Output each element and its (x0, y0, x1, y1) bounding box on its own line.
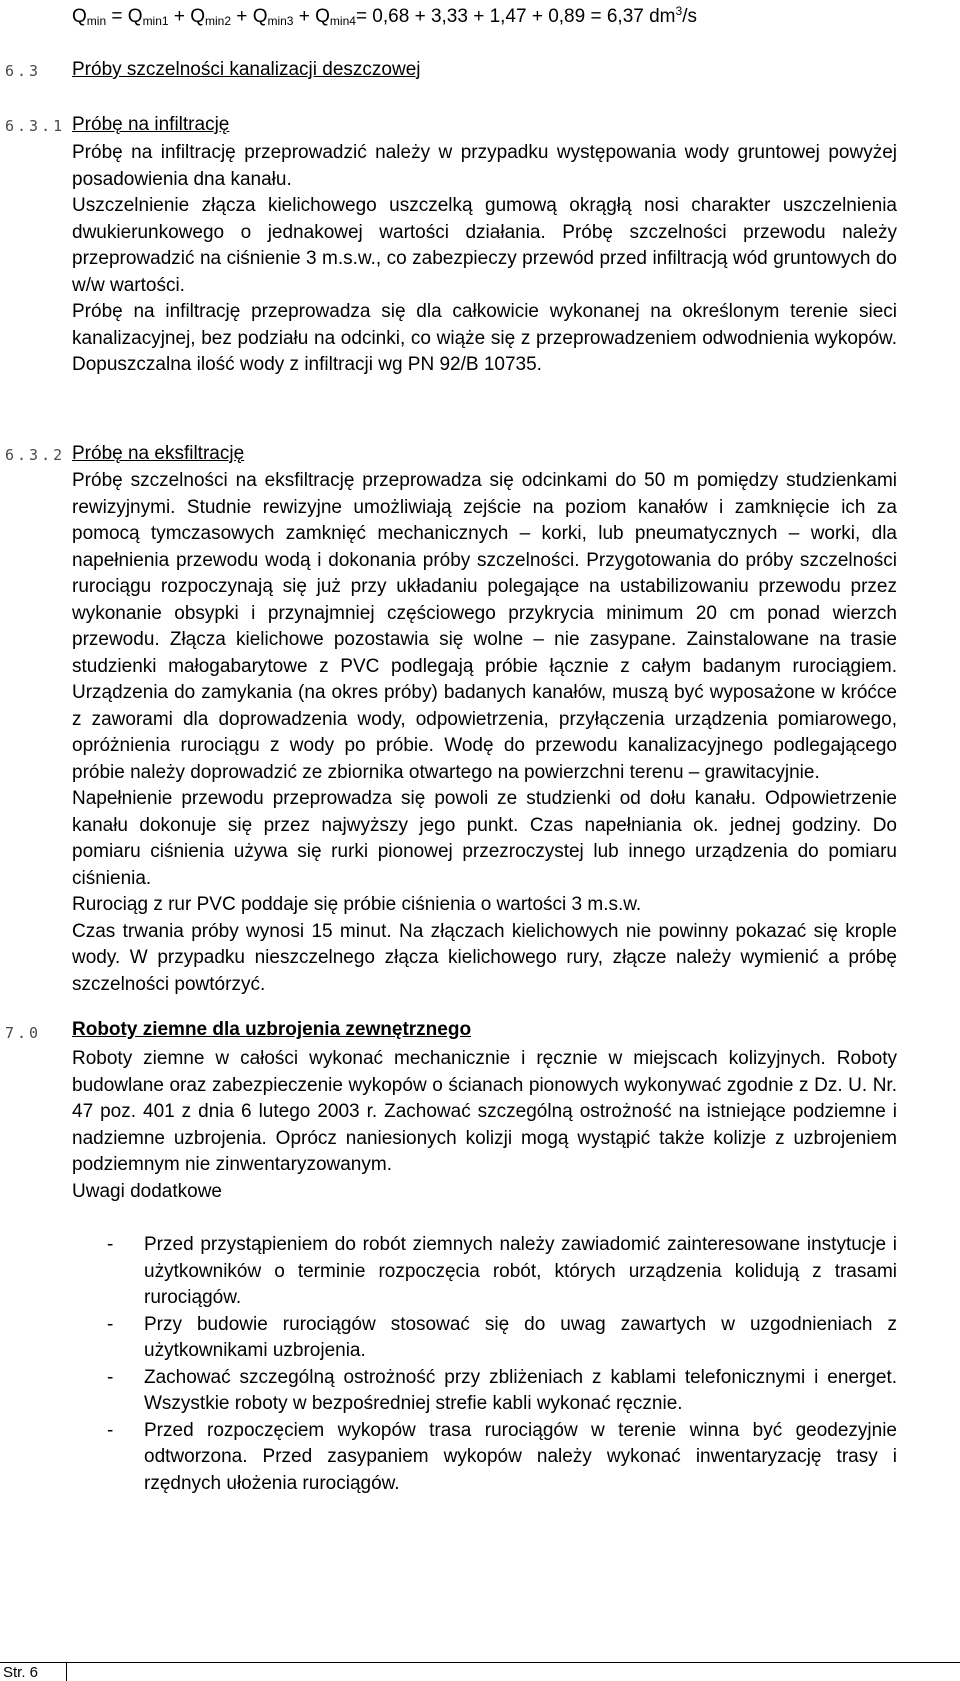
notes-heading: Uwagi dodatkowe (72, 1180, 222, 1202)
paragraph: Próbę szczelności na eksfiltrację przeprowadza się odcinkami do 50 m pomiędzy studzienkami rewizyjnymi. Studnie rewizyjne umożliwiają zejście na poziom kanałów i zamknięcie ich za pomocą tymczasowych zamknięć mechanicznych – korki, lub pneumatycznych – worki, dla napełnienia przewodu wodą i dokonania próby szczelności. Przygotowania do próby szczelności rurociągu rozpoczynają się już przy układaniu polegające na ustabilizowaniu przewodu przez wykonanie obsypki i przynajmniej częściowego przykrycia minimum 20 cm ponad wierzch przewodu. Złącza kielichowe pozostawia się wolne – nie zasypane. Zainstalowane na trasie studzienki małogabarytowe z PVC podlegają próbie łącznie z całym badanym rurociągiem. Urządzenia do zamykania (na okres próby) badanych kanałów, muszą być wyposażone w króćce z zaworami dla doprowadzenia wody, odpowietrzenia, przyłączenia urządzenia pomiarowego, opróżnienia rurociągu z wody po próbie. Wodę do przewodu kanalizacyjnego podlegającego próbie należy doprowadzić ze zbiornika otwartego na powierzchni terenu – grawitacyjnie. (72, 470, 897, 783)
notes-list (72, 1232, 897, 1497)
list-item: - Przed przystąpieniem do robót ziemnych należy zawiadomić zainteresowane instytucje i użytkowników o terminie rozpoczęcia robót, których urządzenia kolidują z trasami rurociągów. (107, 1234, 897, 1308)
list-item: - Przed rozpoczęciem wykopów trasa rurociągów w terenie winna być geodezyjnie odtworzona. Przed zasypaniem wykopów należy wykonać inwentaryzację trasy i rzędnych ułożenia rurociągów. (107, 1419, 897, 1494)
section-title-7-0: Roboty ziemne dla uzbrojenia zewnętrznego (72, 1019, 472, 1040)
section-7-0-body (72, 1046, 897, 1205)
paragraph: Próbę na infiltrację przeprowadzić należy w przypadku występowania wody gruntowej powyżej posadowienia dna kanału. (72, 142, 897, 190)
flow-formula: $Q_{min} = Q_{min1} + Q_{min2} + Q_{min3} + Q_{min4}= 0,68 + 3,33 + 1,47 + 0,89 = 6,37$ $dm^3/s$ (72, 4, 697, 28)
section-number-6-3-1: 6.3.1 (5, 117, 66, 135)
paragraph: Rurociąg z rur PVC poddaje się próbie ciśnienia o wartości 3 m.s.w. (72, 894, 642, 915)
dash-bullet: - (107, 1419, 114, 1441)
dash-bullet: - (107, 1313, 114, 1335)
paragraph: Czas trwania próby wynosi 15 minut. Na złączach kielichowych nie powinny pokazać się krople wody. W przypadku nieszczelnego złącza kielichowego rury, złącze należy wymienić a próbę szczelności powtórzyć. (72, 920, 897, 995)
page-number: Str. 6 (3, 1664, 39, 1681)
section-number-6-3: 6.3 (5, 62, 42, 80)
footer-divider (0, 1662, 960, 1663)
dash-bullet: - (107, 1234, 114, 1255)
section-6-3-1-body (72, 140, 897, 379)
section-6-3-2-body (72, 468, 897, 998)
list-item: - Przy budowie rurociągów stosować się do uwag zawartych w uzgodnieniach z użytkownikami uzbrojenia. (107, 1313, 897, 1361)
paragraph: Uszczelnienie złącza kielichowego uszczelką gumową okrągłą nosi charakter uszczelnienia dwukierunkowego o jednakowej wartości działania. Próbę szczelności przewodu należy przeprowadzić na ciśnienie 3 m.s.w., co zabezpieczy przewód przed infiltracją wód gruntowych do w/w wartości. (72, 195, 897, 296)
section-title-6-3-1: Próbę na infiltrację (72, 114, 230, 135)
section-title-6-3: Próby szczelności kanalizacji deszczowej (72, 59, 421, 80)
section-number-7-0: 7.0 (5, 1024, 42, 1042)
paragraph: Napełnienie przewodu przeprowadza się powoli ze studzienki od dołu kanału. Odpowietrzenie kanału dokonuje się przez najwyższy jego punkt. Czas napełniania ok. jednej godziny. Do pomiaru ciśnienia używa się rurki pionowej przezroczystej lub innego urządzenia do pomiaru ciśnienia. (72, 788, 897, 889)
paragraph: Roboty ziemne w całości wykonać mechanicznie i ręcznie w miejscach kolizyjnych. Roboty budowlane oraz zabezpieczenie wykopów o ścianach pionowych wykonywać zgodnie z Dz. U. Nr. 47 poz. 401 z dnia 6 lutego 2003 r. Zachować szczególną ostrożność na istniejące podziemne i nadziemne uzbrojenia. Oprócz naniesionych kolizji mogą wystąpić także kolizje z uzbrojeniem podziemnym nie zinwentaryzowanym. (72, 1048, 897, 1175)
section-title-6-3-2: Próbę na eksfiltrację (72, 443, 245, 464)
footer-separator (66, 1662, 67, 1681)
list-item: - Zachować szczególną ostrożność przy zbliżeniach z kablami telefonicznymi i energet. Wszystkie roboty w bezpośredniej strefie kabli wykonać ręcznie. (107, 1366, 897, 1414)
dash-bullet: - (107, 1366, 114, 1388)
section-number-6-3-2: 6.3.2 (5, 446, 66, 464)
paragraph: Próbę na infiltrację przeprowadza się dla całkowicie wykonanej na określonym terenie sieci kanalizacyjnej, bez podziału na odcinki, co wiąże się z przeprowadzeniem odwodnienia wykopów. Dopuszczalna ilość wody z infiltracji wg PN 92/B 10735. (72, 301, 897, 375)
